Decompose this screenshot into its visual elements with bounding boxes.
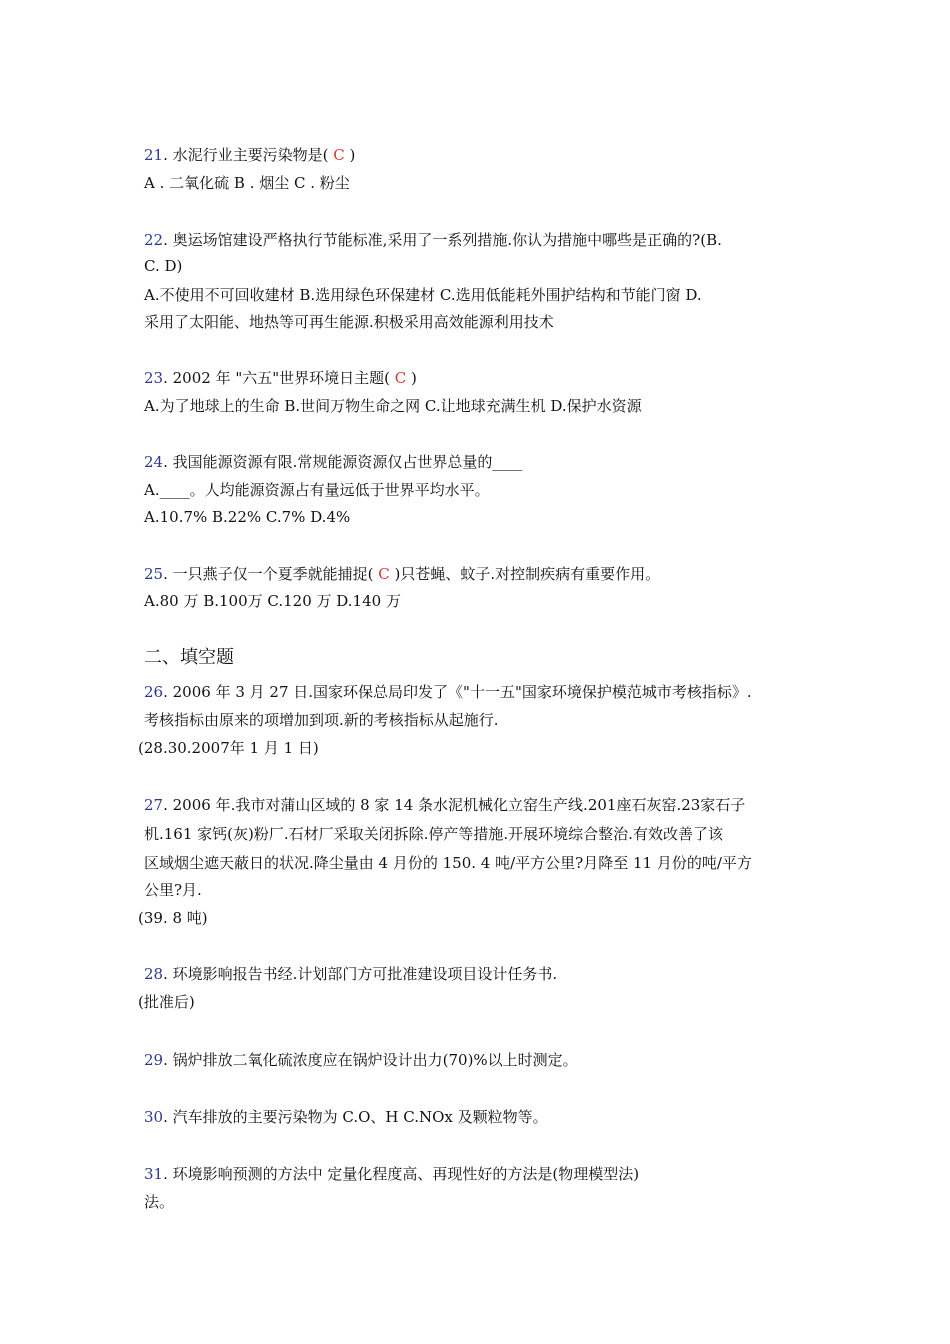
q27-line2: 机.161 家钙(灰)粉厂.石材厂采取关闭拆除.停产等措施.开展环境综合整治.有效改善了该 <box>144 825 723 843</box>
q21-stem-text-b: ) <box>349 146 356 164</box>
q23-number: 23 <box>144 369 164 387</box>
q21-number: 21 <box>144 146 164 164</box>
q25-number: 25 <box>144 565 164 583</box>
q26-line2: 考核指标由原来的项增加到项.新的考核指标从起施行. <box>144 711 499 729</box>
q30-number: 30 <box>144 1108 164 1126</box>
q21-stem-text-a: . 水泥行业主要污染物是( <box>163 146 329 164</box>
q23-stem-text-b: ) <box>411 369 417 387</box>
q21-answer: C <box>328 146 350 164</box>
q29-stem <box>144 1049 578 1071</box>
q28-line1: . 环境影响报告书经.计划部门方可批准建设项目设计任务书. <box>163 965 558 983</box>
q28-stem <box>144 963 557 985</box>
q21-stem <box>144 144 355 166</box>
q31-stem <box>144 1163 639 1185</box>
q27-answer: (39. 8 吨) <box>138 909 208 927</box>
q25-stem-text-a: . 一只燕子仅一个夏季就能捕捉( <box>163 565 374 583</box>
q23-options: A.为了地球上的生命 B.世间万物生命之网 C.让地球充满生机 D.保护水资源 <box>144 397 642 415</box>
q26-stem <box>144 681 752 703</box>
q22-stem <box>144 229 722 251</box>
q26-line1: . 2006 年 3 月 27 日.国家环保总局印发了《"十一五"国家环境保护模范城市考核指标》. <box>163 683 752 701</box>
q22-line2: C. D) <box>144 257 183 275</box>
q22-number: 22 <box>144 231 164 249</box>
q31-number: 31 <box>144 1165 164 1183</box>
q24-stem <box>144 451 522 473</box>
q28-answer: (批准后) <box>138 993 195 1011</box>
q25-answer: C <box>373 565 395 583</box>
q27-line4: 公里?月. <box>144 881 202 899</box>
q29-number: 29 <box>144 1051 164 1069</box>
q27-line1: . 2006 年.我市对蒲山区域的 8 家 14 条水泥机械化立窑生产线.201座石灰窑.23家石子 <box>163 796 746 814</box>
q27-number: 27 <box>144 796 164 814</box>
q25-stem <box>144 563 660 585</box>
q25-stem-text-b: )只苍蝇、蚊子.对控制疾病有重要作用。 <box>394 565 661 583</box>
q25-options: A.80 万 B.100万 C.120 万 D.140 万 <box>144 592 401 610</box>
q28-number: 28 <box>144 965 164 983</box>
q26-answer: (28.30.2007年 1 月 1 日) <box>138 739 319 757</box>
q30-line1: . 汽车排放的主要污染物为 C.O、H C.NOx 及颗粒物等。 <box>163 1108 548 1126</box>
q24-line1: . 我国能源资源有限.常规能源资源仅占世界总量的____ <box>163 453 523 471</box>
q30-stem <box>144 1106 548 1128</box>
q24-options: A.10.7% B.22% C.7% D.4% <box>144 508 351 526</box>
q23-answer: C <box>390 369 412 387</box>
q22-line4: 采用了太阳能、地热等可再生能源.积极采用高效能源利用技术 <box>144 313 554 331</box>
q23-stem <box>144 367 417 389</box>
q27-stem <box>144 794 745 816</box>
q21-options: A . 二氧化硫 B . 烟尘 C . 粉尘 <box>144 174 350 192</box>
q24-number: 24 <box>144 453 164 471</box>
q23-stem-text-a: . 2002 年 "六五"世界环境日主题( <box>163 369 390 387</box>
q29-line1: . 锅炉排放二氧化硫浓度应在锅炉设计出力(70)%以上时测定。 <box>163 1051 578 1069</box>
section-heading-fill-in: 二、填空题 <box>144 647 234 668</box>
q24-line2: A.____。人均能源资源占有量远低于世界平均水平。 <box>144 481 490 499</box>
q26-number: 26 <box>144 683 164 701</box>
q31-line1: . 环境影响预测的方法中 定量化程度高、再现性好的方法是(物理模型法) <box>163 1165 640 1183</box>
q31-line2: 法。 <box>144 1193 175 1211</box>
q22-line3: A.不使用不可回收建材 B.选用绿色环保建材 C.选用低能耗外围护结构和节能门窗 D. <box>144 286 702 304</box>
q27-line3: 区域烟尘遮天蔽日的状况.降尘量由 4 月份的 150. 4 吨/平方公里?月降至 11 月份的吨/平方 <box>144 854 752 872</box>
q22-line1: . 奥运场馆建设严格执行节能标准,采用了一系列措施.你认为措施中哪些是正确的?(B. <box>163 231 722 249</box>
